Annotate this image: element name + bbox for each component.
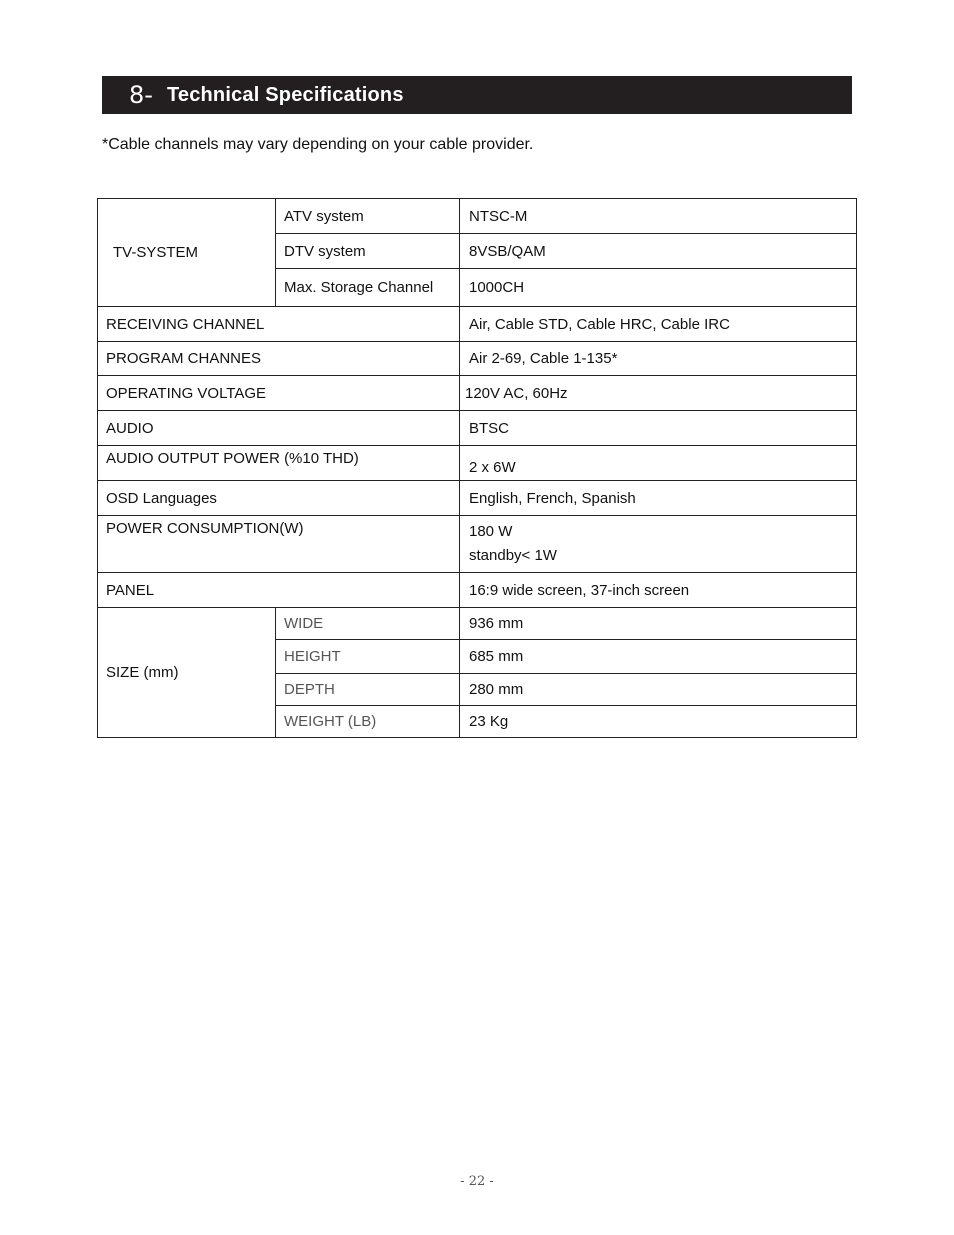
spec-value: BTSC [460,411,857,446]
cable-note: *Cable channels may vary depending on your cable provider. [102,136,534,153]
spec-label: PROGRAM CHANNES [98,342,460,376]
spec-sublabel: Max. Storage Channel [276,269,460,307]
table-row [98,307,857,342]
spec-sublabel: WIDE [276,608,460,640]
table-row [98,342,857,376]
table-row [98,411,857,446]
spec-label: AUDIO [98,411,460,446]
table-row [98,376,857,411]
spec-value: English, French, Spanish [460,481,857,516]
size-label: SIZE (mm) [98,608,276,738]
spec-value: 1000CH [460,269,857,307]
section-number: 8- [129,81,153,109]
spec-table [97,198,857,738]
spec-sublabel: WEIGHT (LB) [276,706,460,738]
section-header [102,76,852,114]
page-number: - 22 - [460,1174,494,1189]
spec-value: 16:9 wide screen, 37-inch screen [460,573,857,608]
spec-value: 280 mm [460,674,857,706]
spec-value: Air, Cable STD, Cable HRC, Cable IRC [460,307,857,342]
spec-label: AUDIO OUTPUT POWER (%10 THD) [98,446,460,481]
spec-label: OPERATING VOLTAGE [98,376,460,411]
spec-sublabel: HEIGHT [276,640,460,674]
spec-sublabel: DEPTH [276,674,460,706]
spec-value: NTSC-M [460,199,857,234]
table-row [98,481,857,516]
section-title: Technical Specifications [166,83,404,106]
spec-label: OSD Languages [98,481,460,516]
power-value [460,516,857,573]
tv-system-label: TV-SYSTEM [98,199,276,307]
spec-value: 120V AC, 60Hz [460,376,857,411]
spec-value: 685 mm [460,640,857,674]
table-row [98,608,857,640]
spec-label: POWER CONSUMPTION(W) [98,516,460,573]
spec-sublabel: ATV system [276,199,460,234]
table-row [98,573,857,608]
table-row [98,516,857,573]
power-value-line2: standby< 1W [469,547,557,564]
spec-label: PANEL [98,573,460,608]
spec-sublabel: DTV system [276,234,460,269]
table-row [98,446,857,481]
table-row [98,199,857,234]
spec-value: 23 Kg [460,706,857,738]
power-value-line1: 180 W [469,523,513,540]
spec-value: 936 mm [460,608,857,640]
spec-value: 2 x 6W [460,446,857,481]
spec-value: 8VSB/QAM [460,234,857,269]
spec-label: RECEIVING CHANNEL [98,307,460,342]
spec-value: Air 2-69, Cable 1-135* [460,342,857,376]
